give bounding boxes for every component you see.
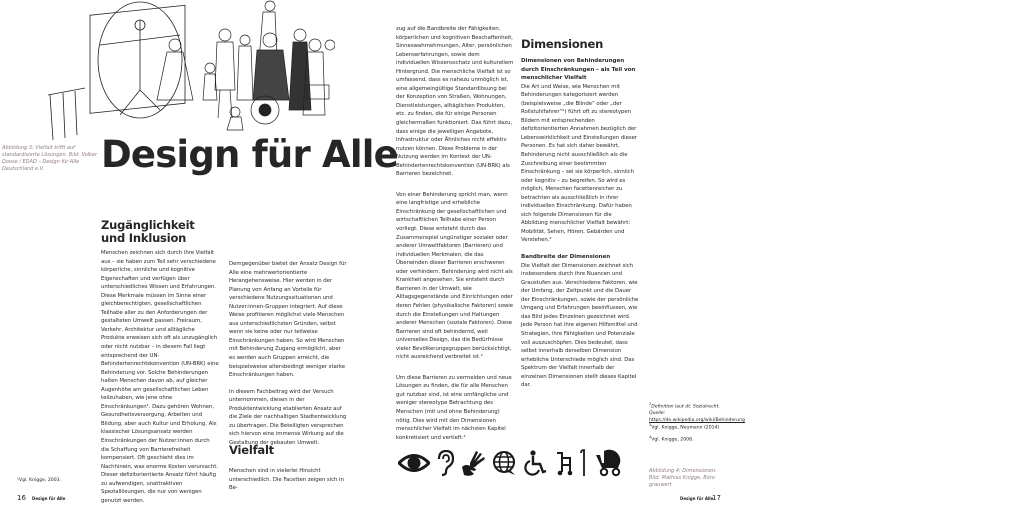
section-heading-vielfalt: Vielfalt (229, 443, 274, 457)
page-title: Design für Alle (101, 133, 398, 176)
paragraph: zug auf die Bandbreite der Fähigkeiten, körperlichen und kognitiven Beschaffenheit, Sinneswahrnehmungen, Alter, persönlichen Lebenserfahrungen, sowie dem individuellen Wissensschatz und kulturellem Hintergrund. Die menschliche Vielfalt ist so umfassend, dass es nahezu unmöglich ist, eine allgemeingültige Standardlösung bei der Konzeption von Straßen, Wohnungen, Dienstleistungen, alltäglichen Produkten, etc. zu finden, die für einige Personen gleichermaßen funktioniert. Das führt dazu, dass einige die jeweiligen Angebote, Infrastruktur oder Ähnliches nicht effektiv nutzen können. Diese Probleme in der Nutzung werden im Kontext der UN-Behindertenrechtskonvention (UN-BRK) als Barrieren bezeichnet. (396, 26, 514, 178)
footnote-1: ¹Vgl. Knigge, 2003. (17, 478, 62, 483)
footnote-4-text: Vgl. Knigge, 2008. (651, 437, 694, 443)
paragraph: Menschen sind in vielerlei Hinsicht unterschiedlich. Die Facetten zeigen sich in Be- (229, 468, 344, 492)
cane-icon (580, 449, 588, 477)
paragraph: Die Art und Weise, wie Menschen mit Behinderungen kategorisiert werden (beispielsweise „die Blinde“ oder „der Rollstuhlfahrer“²) führt oft zu stereotypen Bildern mit entsprechenden defizitorientierten Annahmen bezüglich der Lebenswirklichkeit und Einstellungen dieser Personen. Es hat sich daher bewährt, Behinderung nicht ausschließlich als die Zuschreibung einer bestimmten Einschränkung – sei sie körperlich, sinnlich oder kognitiv – zu begreifen. So wird es möglich, Menschen facettenreicher zu betrachten als ausschließlich in ihrer individuellen Einschränkung. Dafür haben sich folgende Dimensionen für die Abbildung menschlicher Vielfalt bewährt: Mobilität, Sehen, Hören, Gebärden und Verstehen.⁴ (521, 83, 638, 244)
eye-icon (398, 452, 430, 474)
subheading-dimensions: Dimensionen von Behinderungen durch Einschränkungen – als Teil von menschlicher Vielfalt (521, 58, 636, 82)
footnote-2: $^2$Definition laut dt. Sozialrecht. Quelle: https://de.wikipedia.org/wiki/Behinderung (649, 402, 745, 423)
running-head-left: Design für Alle (32, 496, 66, 501)
page-number-left: 16 (17, 494, 26, 502)
rollator-icon (554, 450, 574, 476)
text-column-1 (101, 249, 219, 513)
illustration-caption: Abbildung 3: Vielfalt trifft auf standardisierte Lösungen. Bild: Volker Doose / EDAD – Design für Alle Deutschland e.V. (2, 145, 98, 172)
paragraph: Die Vielfalt der Dimensionen zeichnet sich insbesondere durch ihre Nuancen und Graustufen aus. Verschiedene Faktoren, wie der Umfang, der Zeitpunkt und die Dauer der Einschränkungen, sowie der persönliche Umgang und Erfahrungen beeinflussen, wie das Bild jedes Einzelnen gezeichnet wird. Jede Person hat ihre eigenen Hilfsmittel und Strategien, ihre Fähigkeiten und Potenziale voll auszuschöpfen. Dies bedeutet, dass selbst innerhalb derselben Dimension erhebliche Unterschiede möglich sind. Das Spektrum der Vielfalt innerhalb der einzelnen Dimensionen stellt dieses Kapitel dar. (521, 262, 639, 389)
text-column-2 (229, 260, 347, 455)
text-column-2-continued (229, 467, 347, 501)
wheelchair-icon (524, 450, 548, 476)
footnote-3: $^3$Vgl. Knigge, Neumann (2014) (649, 423, 720, 431)
footnote-2-link[interactable]: https://de.wikipedia.org/wiki/Behinderung (649, 417, 745, 423)
paragraph: Demgegenüber bietet der Ansatz Design für Alle eine mehrwertorientierte Herangehensweise. Hier werden in der Planung von Anfang an Vorteile für verschiedene Nutzungssituationen und Nutzer:innen-Gruppen integriert. Auf diese Weise profitieren möglichst viele Menschen aus unterschiedlichsten Gründen, selbst wenn sie keine oder nur teilweise Einschränkungen haben. So wird Menschen mit Behinderung Zugang ermöglicht, aber es werden auch Gruppen erreicht, die beispielsweise altersbedingt weniger starke Einschränkungen haben. (229, 261, 347, 379)
footnote-3-text: Vgl. Knigge, Neumann (2014) (651, 425, 720, 431)
subheading-bandwidth: Bandbreite der Dimensionen (521, 254, 611, 261)
running-head-right: Design für Alle (680, 496, 714, 501)
text-column-3 (396, 25, 514, 450)
figure-caption: Abbildung 4: Dimensionen. Bild: Mathias Knigge, Büro grauwert (649, 468, 717, 488)
section-heading-accessibility: Zugänglichkeit und Inklusion (101, 218, 195, 245)
page-number-right: 17 (712, 494, 721, 502)
paragraph: Um diese Barrieren zu vermeiden und neue Lösungen zu finden, die für alle Menschen gut nutzbar sind, ist eine umfängliche und weniger stereotype Betrachtung des Menschen (mit und ohne Behinderung) nötig. Dies wird mit den Dimensionen menschlicher Vielfalt im nächsten Kapitel konkretisiert und vertieft.³ (396, 374, 512, 441)
paragraph: Menschen zeichnen sich durch ihre Vielfalt aus – sie haben zum Teil sehr verschiedene körperliche, sinnliche und kognitive Eigenschaften und verfügen über unterschiedliches Wissen und Erfahrungen. Diese Merkmale müssen im Sinne einer gleichberechtigten, gesellschaftlichen Teilhabe aller zu den Anforderungen der gestalteten Umwelt passen. Freiraum, Verkehr, Architektur und alltägliche Produkte erweisen sich oft als unzugänglich oder nicht nutzbar – in diesem Fall liegt entsprechend der UN-Behindertenrechtskonvention (UN-BRK) eine Behinderung vor. Solche Behinderungen halten Menschen davon ab, auf gleicher Augenhöhe am gesellschaftlichen Leben teilzuhaben, wie jene ohne Einschränkungen¹. Dazu gehören Wohnen, Gesundheitsversorgung, Arbeiten und Bildung, aber auch Kultur und Erholung. Als klassischer Lösungsansatz werden Einschränkungen der Nutzer:innen durch die Schaffung von Barrierefreiheit kompensiert. Oft geschieht dies im Nachhinein, was enorme Kosten verursacht. Dieser defizitorientierte Ansatz führt häufig zu aufwendigen, unattraktiven Speziallösungen, die nur von wenigen genutzt werden. (101, 250, 219, 504)
stroller-icon (594, 449, 624, 477)
illustration-people-diversity (45, 0, 335, 140)
footnote-2-text: Definition laut dt. Sozialrecht. Quelle: (649, 404, 720, 417)
dimensions-icon-row (398, 448, 638, 478)
text-column-4 (521, 57, 639, 398)
footnote-4: $^4$Vgl. Knigge, 2008. (649, 435, 694, 443)
globe-speech-icon (492, 450, 518, 476)
paragraph: Von einer Behinderung spricht man, wenn eine langfristige und erhebliche Einschränkung der gesellschaftlichen und wirtschaftlichen Teilhabe einer Person vorliegt. Diese entsteht durch das Zusammenspiel ungünstiger sozialer oder anderer Umweltfaktoren (Barrieren) und individuellen Merkmalen, die das Überwinden dieser Barrieren erschweren oder verhindern. Behinderung wird nicht als Krankheit angesehen. Sie entsteht durch Barrieren in der Umwelt, wie Alltagsgegenstände und Einrichtungen oder deren Fehlen (physikalische Faktoren) sowie durch die Einstellungen und Haltungen anderer Menschen (soziale Faktoren). Diese Barrieren sind oft behindernd, weil universelles Design, das die Bedürfnisse vieler Bevölkerungsgruppen berücksichtigt, nicht ausreichend verbreitet ist.² (396, 191, 514, 361)
paragraph: In diesem Fachbeitrag wird der Versuch unternommen, diesen in der Produktentwicklung etablierten Ansatz auf die Ziele der nachhaltigen Stadtentwicklung zu übertragen. Die Beteiligten versprechen sich hiervon eine immense Wirkung auf die Gestaltung der gebauten Umwelt. (229, 388, 347, 446)
sign-language-icon (460, 449, 486, 477)
section-heading-dimensionen: Dimensionen (521, 37, 604, 51)
ear-icon (436, 450, 454, 476)
